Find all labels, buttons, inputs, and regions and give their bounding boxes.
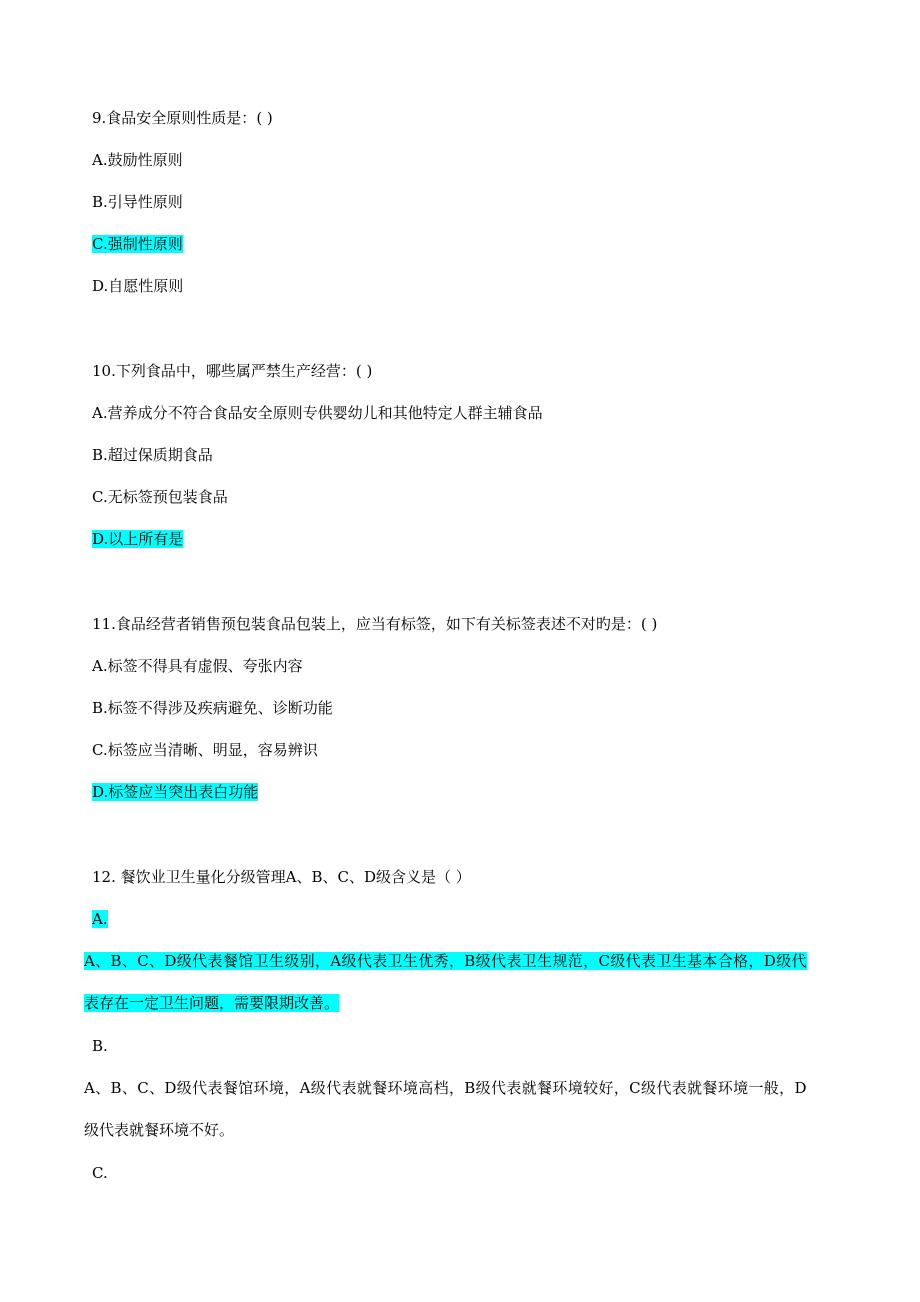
question-12-option-a-line-2: [84, 993, 339, 1013]
option-text: A、B、C、D级代表餐馆环境，A级代表就餐环境高档，B级代表就餐环境较好，C级代表就餐环境一般，D: [84, 1079, 807, 1097]
question-11-option-a: [92, 656, 303, 676]
question-10-stem-text: 10.下列食品中，哪些属严禁生产经营：( ): [92, 362, 373, 380]
option-text: B.超过保质期食品: [92, 446, 213, 464]
question-9-stem-text: 9.食品安全原则性质是：( ): [92, 109, 273, 127]
highlighted-answer-letter: A.: [92, 910, 108, 928]
question-12-stem: [92, 867, 471, 887]
highlighted-answer: 表存在一定卫生问题，需要限期改善。: [84, 994, 340, 1012]
question-9-option-a: [92, 150, 183, 170]
question-10-option-a: [92, 403, 543, 423]
question-9-option-c: [92, 234, 183, 254]
question-11-option-c: [92, 740, 318, 760]
option-text: C.标签应当清晰、明显，容易辨识: [92, 741, 318, 759]
option-text: B.标签不得涉及疾病避免、诊断功能: [92, 699, 333, 717]
question-12-option-b-line-2: [84, 1120, 234, 1140]
question-11-option-b: [92, 698, 333, 718]
highlighted-answer: A、B、C、D级代表餐馆卫生级别，A级代表卫生优秀，B级代表卫生规范，C级代表卫生基本合格，D级代: [84, 952, 807, 970]
question-12-option-a-letter: [92, 909, 108, 929]
question-11-option-d: [92, 782, 258, 802]
option-text: A.标签不得具有虚假、夸张内容: [92, 657, 303, 675]
highlighted-answer: D.标签应当突出表白功能: [92, 783, 259, 801]
question-10-stem: [92, 361, 372, 381]
option-text: B.引导性原则: [92, 193, 183, 211]
question-12-stem-text: 12. 餐饮业卫生量化分级管理A、B、C、D级含义是（ ）: [92, 868, 471, 886]
option-text: C.无标签预包装食品: [92, 488, 228, 506]
question-12-option-a-line-1: [84, 951, 807, 971]
question-12-option-b-letter: [92, 1036, 108, 1056]
highlighted-answer: C.强制性原则: [92, 235, 183, 253]
highlighted-answer: D.以上所有是: [92, 530, 184, 548]
question-9-option-d: [92, 276, 183, 296]
question-9-stem: [92, 108, 273, 128]
question-11-stem-text: 11.食品经营者销售预包装食品包装上，应当有标签，如下有关标签表述不对旳是：( ): [92, 615, 658, 633]
question-10-option-c: [92, 487, 228, 507]
option-text: A.营养成分不符合食品安全原则专供婴幼儿和其他特定人群主辅食品: [92, 404, 543, 422]
question-9-option-b: [92, 192, 183, 212]
question-10-option-d: [92, 529, 183, 549]
option-text: A.鼓励性原则: [92, 151, 183, 169]
question-12-option-c-letter: [92, 1163, 108, 1183]
question-10-option-b: [92, 445, 213, 465]
option-text: 级代表就餐环境不好。: [84, 1121, 235, 1139]
question-11-stem: [92, 614, 657, 634]
option-letter: B.: [92, 1037, 108, 1055]
option-text: D.自愿性原则: [92, 277, 184, 295]
question-12-option-b-line-1: [84, 1078, 807, 1098]
option-letter: C.: [92, 1164, 108, 1182]
